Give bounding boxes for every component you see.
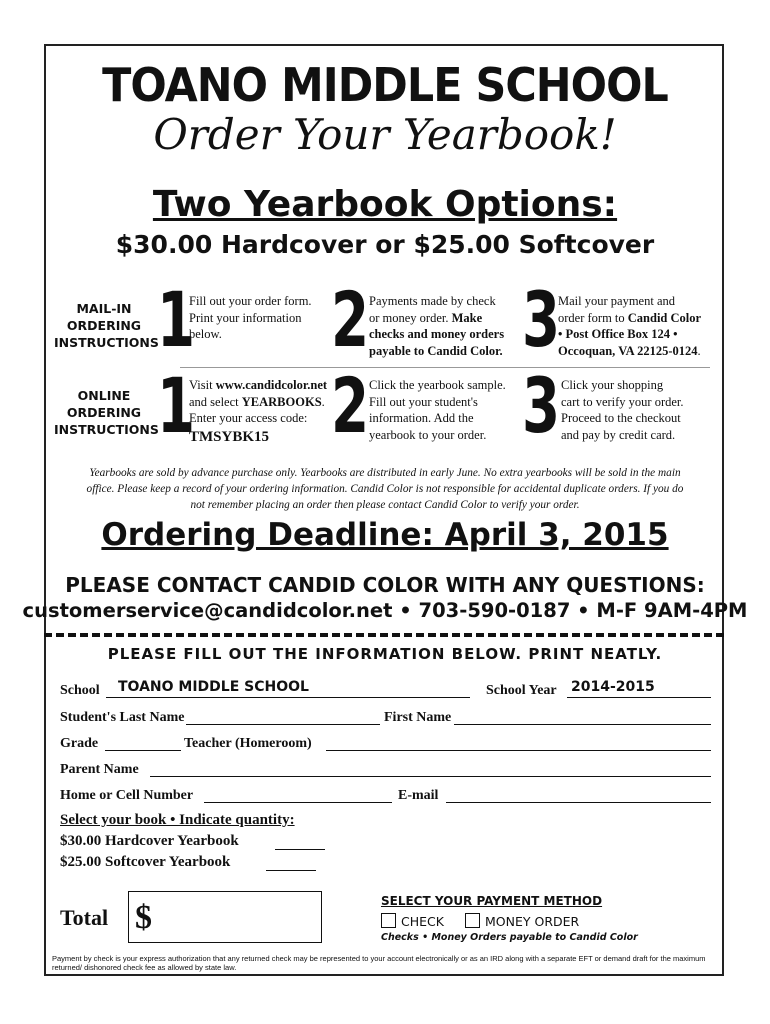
school-label: School [60, 683, 100, 698]
teacher-label: Teacher (Homeroom) [184, 736, 312, 751]
school-field[interactable] [106, 697, 470, 698]
school-year-value: 2014-2015 [571, 679, 655, 695]
money-order-option[interactable]: MONEY ORDER [465, 913, 579, 929]
online-step-2-number: 2 [331, 361, 370, 450]
school-year-label: School Year [486, 683, 557, 698]
mail-step-3-text: Mail your payment and order form to Candid Color • Post Office Box 124 • Occoquan, VA 22125-0124. [558, 294, 702, 358]
check-option[interactable]: CHECK [381, 913, 444, 929]
contact-heading: PLEASE CONTACT CANDID COLOR WITH ANY QUESTIONS: [65, 573, 705, 597]
section-divider [180, 367, 710, 368]
total-label: Total [60, 905, 109, 930]
fill-out-heading: PLEASE FILL OUT THE INFORMATION BELOW. PRINT NEATLY. [107, 645, 663, 663]
online-step-3-text: Click your shopping cart to verify your order. Proceed to the checkout and pay by credit card. [561, 378, 684, 442]
grade-label: Grade [60, 736, 99, 751]
first-name-label: First Name [384, 710, 452, 725]
mail-step-2-text: Payments made by check or money order. Make checks and money orders payable to Candid Color. [369, 294, 505, 358]
mail-step-2-number: 2 [331, 275, 370, 364]
footer-disclaimer: Payment by check is your express authorization that any returned check may be represented to your account electronically or as an IRD along with a separate EFT or demand draft for the maximum returned/ dishonored check fee as allowed by state law. [52, 954, 706, 972]
parent-name-field[interactable] [150, 776, 711, 777]
teacher-field[interactable] [326, 750, 711, 751]
online-step-1-text: Visit www.candidcolor.net and select YEARBOOKS. Enter your access code: TMSYBK15 [189, 378, 328, 445]
select-book-heading: Select your book • Indicate quantity: [60, 812, 295, 828]
disclaimer: Yearbooks are sold by advance purchase only. Yearbooks are distributed in early June. No extra yearbooks will be sold in the main office. Please keep a record of your ordering information. Candid Color is not responsible for accidental duplicate orders. If you do not remember placing an order then please contact Candid Color to verify your order. [86, 467, 684, 511]
mail-step-1-number: 1 [157, 275, 196, 364]
access-code: TMSYBK15 [189, 428, 270, 445]
phone-label: Home or Cell Number [60, 788, 194, 803]
mail-step-1-text: Fill out your order form. Print your information below. [189, 294, 312, 341]
mail-step-3-number: 3 [522, 275, 561, 364]
dollar-sign: $ [135, 899, 152, 936]
online-step-1-number: 1 [157, 361, 196, 450]
payable-note: Checks • Money Orders payable to Candid Color [381, 932, 638, 943]
mail-in-label: MAIL-IN ORDERING INSTRUCTIONS [54, 301, 159, 350]
contact-details: customerservice@candidcolor.net • 703-590-0187 • M-F 9AM-4PM [22, 599, 748, 622]
softcover-label: $25.00 Softcover Yearbook [60, 854, 231, 870]
online-label: ONLINE ORDERING INSTRUCTIONS [54, 388, 159, 437]
options-heading: Two Yearbook Options: [152, 184, 618, 225]
cut-line [44, 633, 724, 637]
school-value: TOANO MIDDLE SCHOOL [118, 679, 309, 695]
grade-field[interactable] [105, 750, 181, 751]
school-year-field[interactable] [567, 697, 711, 698]
payment-method-heading: SELECT YOUR PAYMENT METHOD [381, 894, 603, 908]
email-field[interactable] [446, 802, 711, 803]
money-order-checkbox[interactable] [465, 913, 480, 928]
online-step-2-text: Click the yearbook sample. Fill out your student's information. Add the yearbook to your order. [369, 378, 506, 442]
hardcover-label: $30.00 Hardcover Yearbook [60, 833, 239, 849]
ordering-deadline: Ordering Deadline: April 3, 2015 [101, 517, 669, 553]
softcover-quantity-field[interactable] [266, 870, 316, 871]
check-checkbox[interactable] [381, 913, 396, 928]
last-name-label: Student's Last Name [60, 710, 185, 725]
school-title: TOANO MIDDLE SCHOOL [102, 58, 668, 112]
first-name-field[interactable] [454, 724, 711, 725]
email-label: E-mail [398, 788, 439, 803]
order-yearbook-title: Order Your Yearbook! [153, 110, 617, 159]
phone-field[interactable] [204, 802, 392, 803]
hardcover-quantity-field[interactable] [275, 849, 325, 850]
parent-name-label: Parent Name [60, 762, 139, 777]
prices-line: $30.00 Hardcover or $25.00 Softcover [115, 230, 655, 259]
online-step-3-number: 3 [522, 361, 561, 450]
total-field[interactable] [128, 891, 322, 943]
last-name-field[interactable] [186, 724, 380, 725]
